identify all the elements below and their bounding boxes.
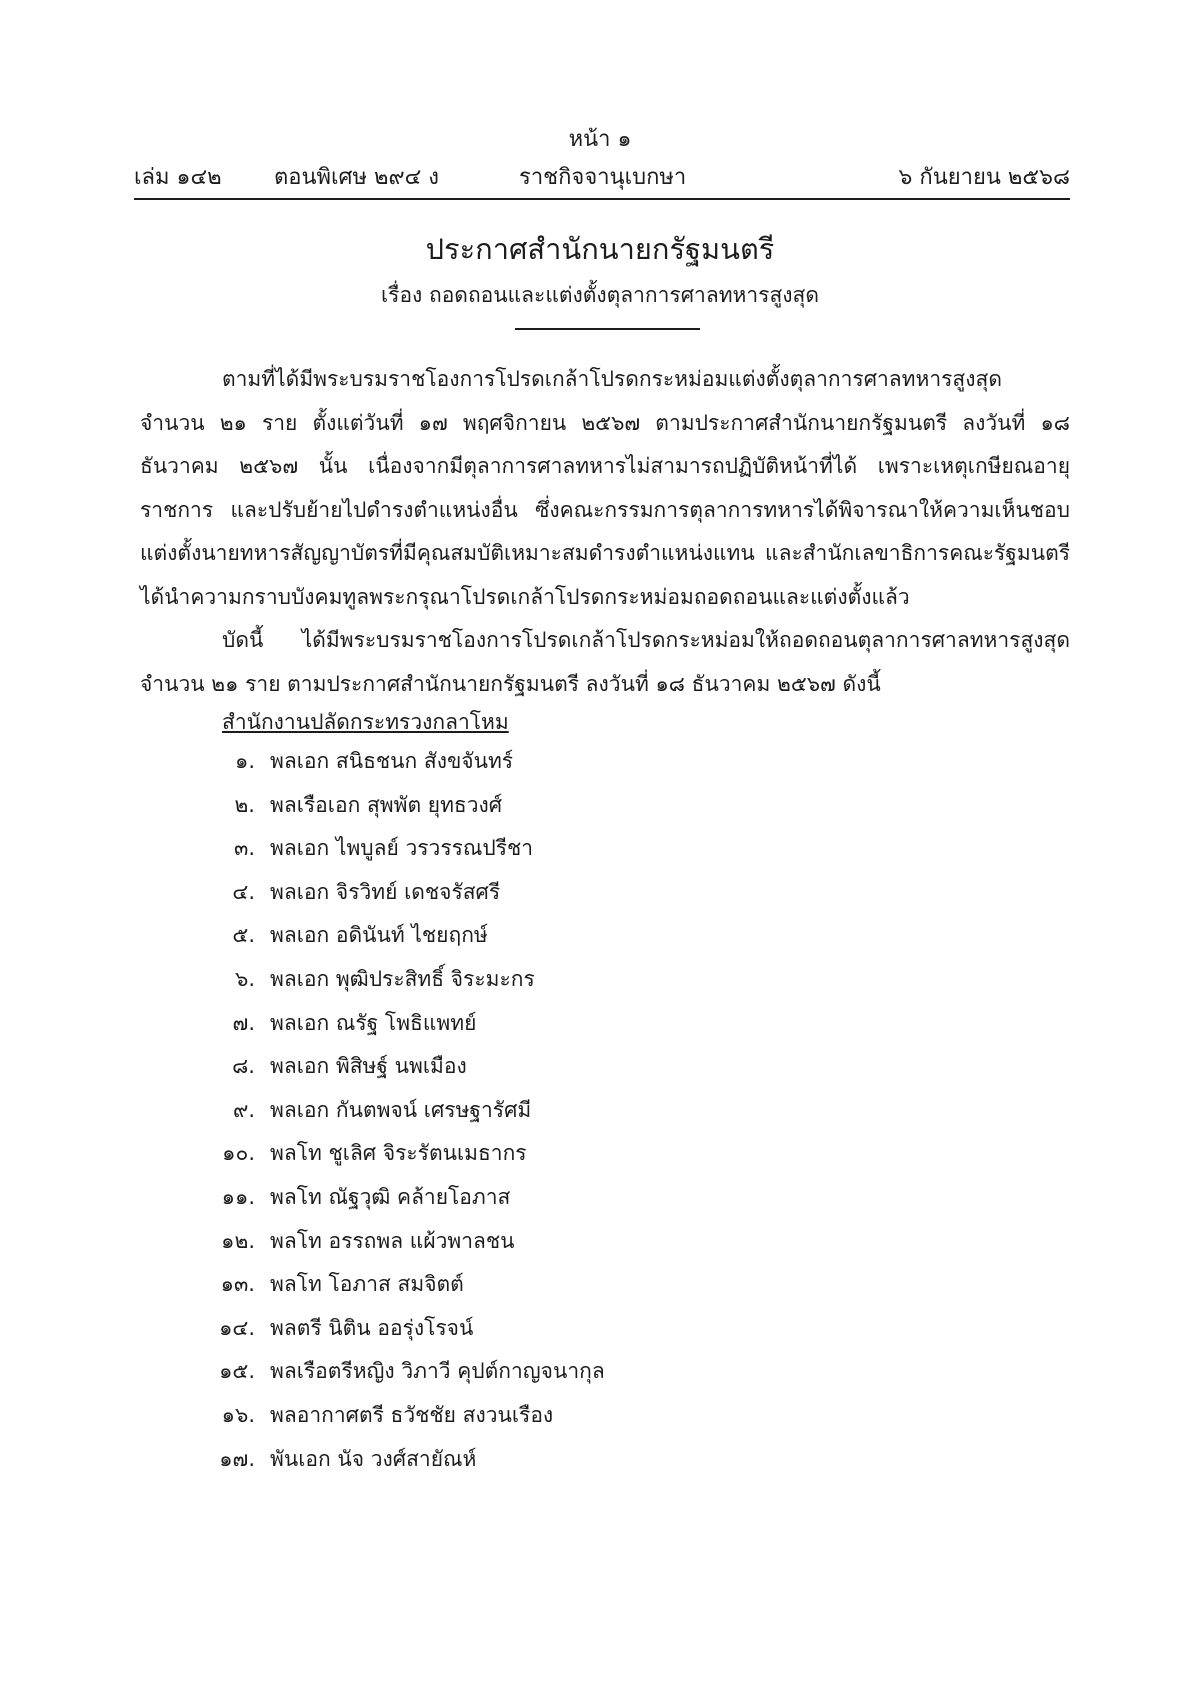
list-item <box>0 920 1200 964</box>
list-item <box>0 1008 1200 1052</box>
list-item <box>0 1138 1200 1182</box>
list-item <box>0 1095 1200 1139</box>
list-item <box>0 790 1200 834</box>
person-name: พลโท ณัฐวุฒิ คล้ายโอภาส <box>270 1184 511 1209</box>
person-name: พลตรี นิติน ออรุ่งโรจน์ <box>270 1315 474 1340</box>
title-divider <box>515 328 700 330</box>
list-item <box>0 1226 1200 1270</box>
item-number: ๘. <box>232 1054 255 1079</box>
person-name: พันเอก นัจ วงศ์สายัณห์ <box>270 1446 477 1471</box>
person-name: พลอากาศตรี ธวัชชัย สงวนเรือง <box>270 1402 554 1427</box>
list-item <box>0 1444 1200 1488</box>
item-number: ๗. <box>232 1010 255 1035</box>
person-name: พลเอก กันตพจน์ เศรษฐารัศมี <box>270 1097 532 1122</box>
item-number: ๑๔. <box>219 1315 255 1340</box>
gazette-header <box>134 164 1070 200</box>
list-item <box>0 1313 1200 1357</box>
item-number: ๖. <box>234 966 255 991</box>
announcement-title: ประกาศสำนักนายกรัฐมนตรี <box>425 232 775 266</box>
publication-date: ๖ กันยายน ๒๕๖๘ <box>898 165 1070 190</box>
list-item <box>0 964 1200 1008</box>
person-name: พลเรือตรีหญิง วิภาวี คุปต์กาญจนากุล <box>270 1359 605 1384</box>
list-item <box>0 1400 1200 1444</box>
list-item <box>0 1182 1200 1226</box>
list-item <box>0 833 1200 877</box>
publication-name: ราชกิจจานุเบกษา <box>519 165 687 190</box>
volume-number: เล่ม ๑๔๒ <box>134 165 222 190</box>
body-paragraph-1: ตามที่ได้มีพระบรมราชโองการโปรดเกล้าโปรดกระหม่อมแต่งตั้งตุลาการศาลทหารสูงสุด จำนวน ๒๑ ราย ตั้งแต่วันที่ ๑๗ พฤศจิกายน ๒๕๖๗ ตามประกาศสำนักนายกรัฐมนตรี ลงวันที่ ๑๘ ธันวาคม ๒๕๖๗ นั้น เนื่องจากมีตุลาการศาลทหารไม่สามารถปฏิบัติหน้าที่ได้ เพราะเหตุเกษียณอายุราชการ และปรับย้ายไปดำรงตำแหน่งอื่น ซึ่งคณะกรรมการตุลาการทหารได้พิจารณาให้ความเห็นชอบแต่งตั้งนายทหารสัญญาบัตรที่มีคุณสมบัติเหมาะสมดำรงตำแหน่งแทน และสำนักเลขาธิการคณะรัฐมนตรีได้นำความกราบบังคมทูลพระกรุณาโปรดเกล้าโปรดกระหม่อมถอดถอนและแต่งตั้งแล้ว <box>140 367 1070 609</box>
item-number: ๑๓. <box>220 1272 255 1297</box>
person-name: พลเรือเอก สุพพัต ยุทธวงศ์ <box>270 792 503 817</box>
person-name: พลเอก ณรัฐ โพธิแพทย์ <box>270 1010 477 1035</box>
person-name: พลเอก ไพบูลย์ วรวรรณปรีชา <box>270 836 534 861</box>
item-number: ๓. <box>233 836 255 861</box>
body-paragraph-2: บัดนี้ ได้มีพระบรมราชโองการโปรดเกล้าโปรดกระหม่อมให้ถอดถอนตุลาการศาลทหารสูงสุด จำนวน ๒๑ ราย ตามประกาศสำนักนายกรัฐมนตรี ลงวันที่ ๑๘ ธันวาคม ๒๕๖๗ ดังนี้ <box>140 628 1070 696</box>
item-number: ๑๑. <box>221 1184 255 1209</box>
person-name: พลโท โอภาส สมจิตต์ <box>270 1272 464 1297</box>
person-name: พลเอก พิสิษฐ์ นพเมือง <box>270 1054 467 1079</box>
item-number: ๑๒. <box>221 1228 255 1253</box>
section-number: ตอนพิเศษ ๒๙๔ ง <box>274 165 440 190</box>
person-name: พลเอก สนิธชนก สังขจันทร์ <box>270 749 514 773</box>
list-item <box>0 877 1200 921</box>
list-item <box>0 1356 1200 1400</box>
list-item <box>0 1051 1200 1095</box>
person-name: พลโท อรรถพล แผ้วพาลชน <box>270 1228 515 1253</box>
page-number: หน้า ๑ <box>568 127 632 152</box>
person-name: พลเอก อดินันท์ ไชยฤกษ์ <box>270 923 488 948</box>
list-item <box>0 1269 1200 1313</box>
person-name: พลเอก พุฒิประสิทธิ์ จิระมะกร <box>270 966 535 991</box>
person-name: พลโท ชูเลิศ จิระรัตนเมธากร <box>270 1141 527 1166</box>
item-number: ๑๐. <box>222 1141 255 1166</box>
office-heading: สำนักงานปลัดกระทรวงกลาโหม <box>222 710 509 734</box>
item-number: ๑๕. <box>219 1359 255 1384</box>
announcement-subject: เรื่อง ถอดถอนและแต่งตั้งตุลาการศาลทหารสูงสุด <box>380 283 819 307</box>
name-list <box>0 746 1200 1487</box>
list-item <box>0 746 1200 790</box>
item-number: ๑๗. <box>219 1446 255 1471</box>
person-name: พลเอก จิรวิทย์ เดชจรัสศรี <box>270 879 501 904</box>
item-number: ๒. <box>234 792 255 817</box>
item-number: ๑. <box>234 749 255 773</box>
item-number: ๕. <box>232 923 255 948</box>
item-number: ๑๖. <box>221 1402 255 1427</box>
item-number: ๙. <box>232 1097 255 1122</box>
item-number: ๔. <box>232 879 255 904</box>
